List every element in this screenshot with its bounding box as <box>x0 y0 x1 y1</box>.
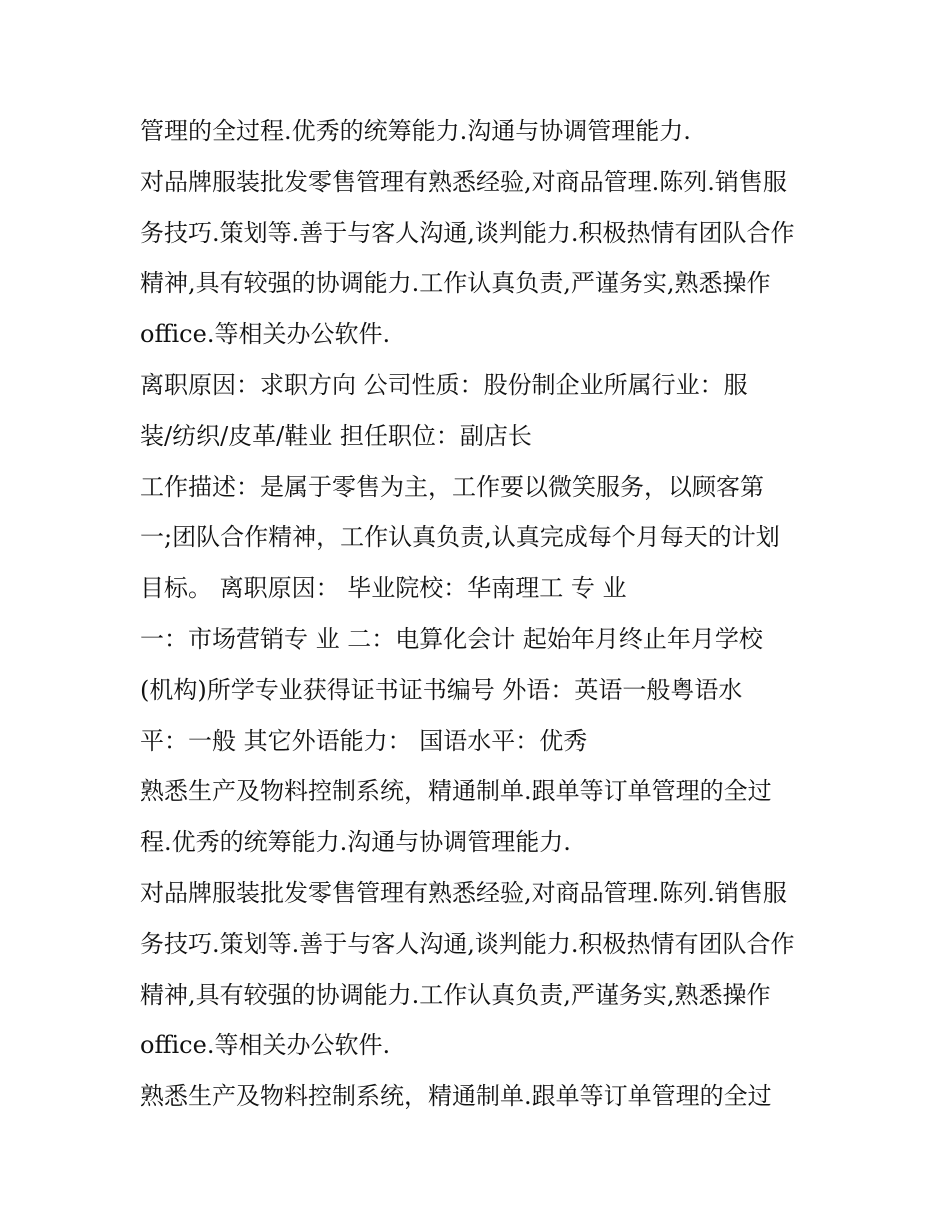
text-line-12: (机构)所学专业获得证书证书编号 外语：英语一般粤语水 <box>140 675 743 704</box>
text-line-19: office.等相关办公软件. <box>140 1031 391 1060</box>
text-line-15: 程.优秀的统筹能力.沟通与协调管理能力. <box>140 828 571 857</box>
text-line-8: 工作描述：是属于零售为主，工作要以微笑服务，以顾客第 <box>140 472 764 501</box>
text-line-3: 务技巧.策划等.善于与客人沟通,谈判能力.积极热情有团队合作 <box>140 218 795 247</box>
document-body <box>140 106 820 1122</box>
text-line-11: 一：市场营销专 业 二：电算化会计 起始年月终止年月学校 <box>140 624 763 653</box>
text-line-2: 对品牌服装批发零售管理有熟悉经验,对商品管理.陈列.销售服 <box>140 167 787 196</box>
text-line-13: 平：一般 其它外语能力： 国语水平：优秀 <box>140 726 588 755</box>
text-line-17: 务技巧.策划等.善于与客人沟通,谈判能力.积极热情有团队合作 <box>140 929 795 958</box>
text-line-20: 熟悉生产及物料控制系统，精通制单.跟单等订单管理的全过 <box>140 1082 772 1111</box>
text-line-7: 装/纺织/皮革/鞋业 担任职位：副店长 <box>140 421 532 450</box>
text-line-6: 离职原因：求职方向 公司性质：股份制企业所属行业：服 <box>140 370 748 399</box>
text-line-18: 精神,具有较强的协调能力.工作认真负责,严谨务实,熟悉操作 <box>140 980 771 1009</box>
text-line-16: 对品牌服装批发零售管理有熟悉经验,对商品管理.陈列.销售服 <box>140 878 787 907</box>
text-line-9: 一;团队合作精神，工作认真负责,认真完成每个月每天的计划 <box>140 523 780 552</box>
text-line-14: 熟悉生产及物料控制系统，精通制单.跟单等订单管理的全过 <box>140 777 772 806</box>
text-line-5: office.等相关办公软件. <box>140 320 391 349</box>
text-line-1: 管理的全过程.优秀的统筹能力.沟通与协调管理能力. <box>140 117 691 145</box>
text-line-4: 精神,具有较强的协调能力.工作认真负责,严谨务实,熟悉操作 <box>140 269 771 298</box>
text-line-10: 目标。 离职原因： 毕业院校：华南理工 专 业 <box>140 574 627 603</box>
